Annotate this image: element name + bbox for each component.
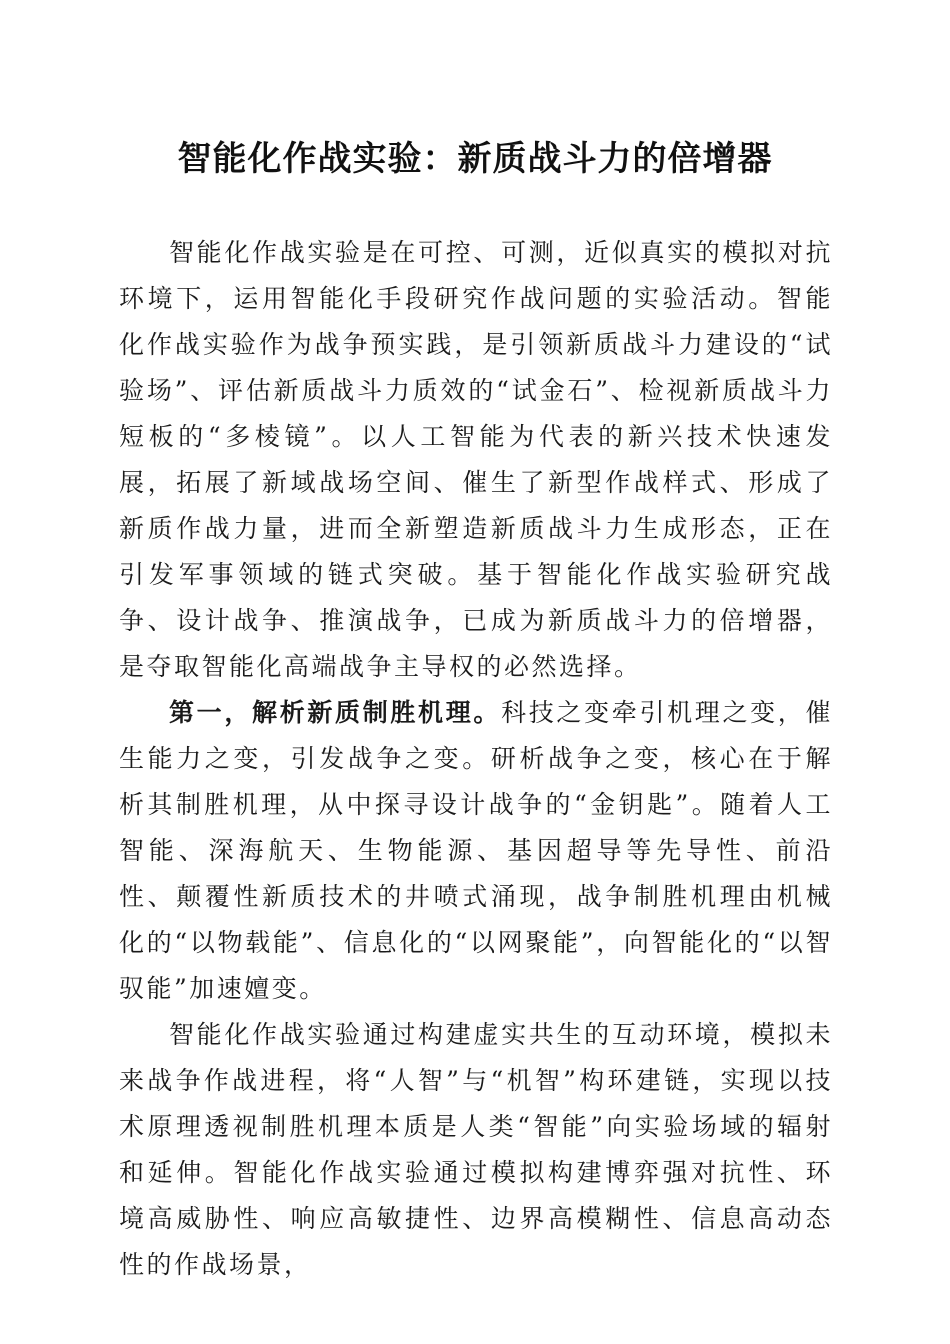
paragraph-experiment: [119, 1012, 833, 1288]
paragraph-intro: [119, 230, 833, 690]
paragraph-first-point-text: 科技之变牵引机理之变，催生能力之变，引发战争之变。研析战争之变，核心在于解析其制胜机理，从中探寻设计战争的“金钥匙”。随着人工智能、深海航天、生物能源、基因超导等先导性、前沿性、颠覆性新质技术的井喷式涌现，战争制胜机理由机械化的“以物载能”、信息化的“以网聚能”，向智能化的“以智驭能”加速嬗变。: [119, 698, 833, 1003]
document-body: [119, 230, 833, 1288]
paragraph-experiment-text: 智能化作战实验通过构建虚实共生的互动环境，模拟未来战争作战进程，将“人智”与“机智”构环建链，实现以技术原理透视制胜机理本质是人类“智能”向实验场域的辐射和延伸。智能化作战实验通过模拟构建博弈强对抗性、环境高威胁性、响应高敏捷性、边界高模糊性、信息高动态性的作战场景，: [119, 1020, 833, 1279]
document-title: 智能化作战实验：新质战斗力的倍增器: [177, 139, 773, 179]
paragraph-first-point: [119, 690, 833, 1012]
paragraph-first-point-lead: 第一，解析新质制胜机理。: [169, 698, 502, 727]
paragraph-intro-text: 智能化作战实验是在可控、可测，近似真实的模拟对抗环境下，运用智能化手段研究作战问题的实验活动。智能化作战实验作为战争预实践，是引领新质战斗力建设的“试验场”、评估新质战斗力质效的“试金石”、检视新质战斗力短板的“多棱镜”。以人工智能为代表的新兴技术快速发展，拓展了新域战场空间、催生了新型作战样式、形成了新质作战力量，进而全新塑造新质战斗力生成形态，正在引发军事领域的链式突破。基于智能化作战实验研究战争、设计战争、推演战争，已成为新质战斗力的倍增器，是夺取智能化高端战争主导权的必然选择。: [119, 238, 833, 681]
